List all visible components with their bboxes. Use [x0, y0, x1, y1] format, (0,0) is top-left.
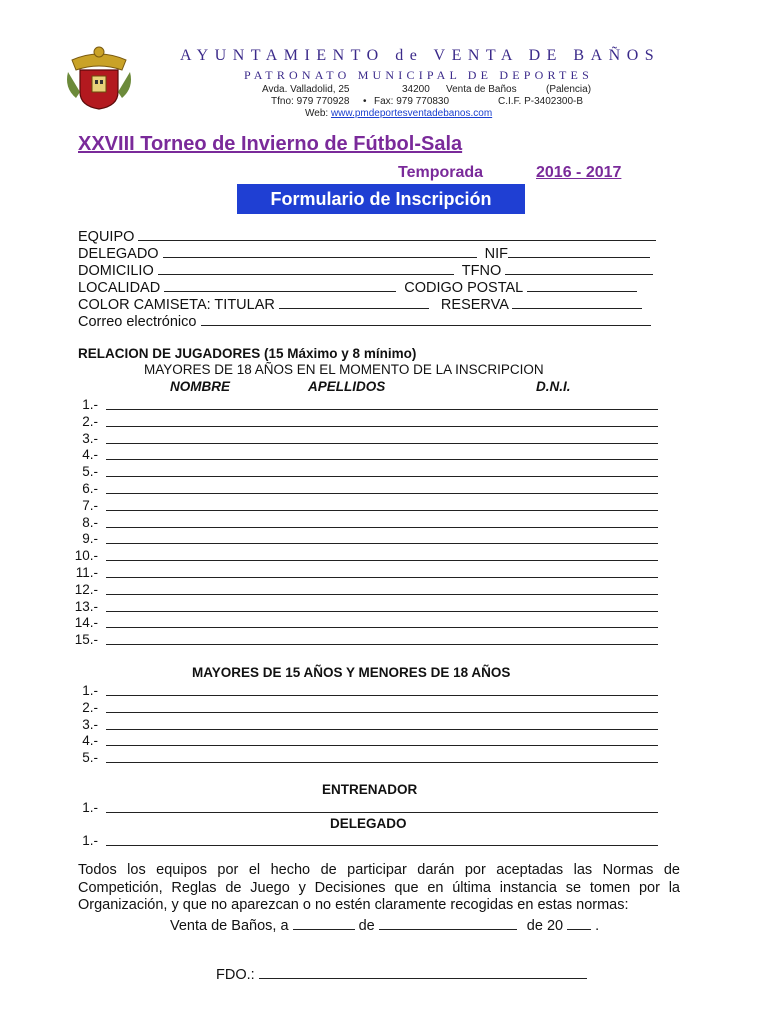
entry-line[interactable]: [106, 582, 658, 595]
list-item[interactable]: [78, 431, 660, 447]
row-number: 8.-: [82, 514, 98, 530]
field-label: CODIGO POSTAL: [404, 280, 523, 296]
row-number: 6.-: [82, 481, 98, 496]
field-localidad[interactable]: [78, 279, 637, 296]
address: Avda. Valladolid, 25: [262, 84, 350, 95]
list-item[interactable]: [78, 531, 660, 547]
entry-line[interactable]: [106, 750, 658, 763]
field-label: NIF: [484, 246, 509, 262]
date-dot: .: [595, 918, 600, 934]
players-subheading: MAYORES DE 18 AÑOS EN EL MOMENTO DE LA INSCRIPCION: [144, 362, 544, 377]
row-number: 15.-: [74, 632, 98, 648]
date-line[interactable]: [170, 917, 599, 934]
town: Venta de Baños: [446, 84, 517, 95]
row-number: 13.-: [74, 598, 98, 614]
col-apellidos: APELLIDOS: [308, 379, 386, 394]
list-item[interactable]: [74, 548, 660, 564]
row-number: 4.-: [82, 447, 98, 463]
col-dni: D.N.I.: [536, 379, 571, 394]
list-item[interactable]: [78, 700, 660, 716]
signature-label: FDO.:: [216, 967, 255, 983]
fax: Fax: 979 770830: [374, 96, 450, 107]
field-label: LOCALIDAD: [78, 280, 161, 296]
entry-line[interactable]: [106, 515, 658, 528]
row-number: 1.-: [82, 397, 98, 412]
entry-line[interactable]: [106, 833, 658, 846]
date-place: Venta de Baños, a: [170, 918, 289, 934]
entry-line[interactable]: [106, 632, 658, 645]
list-item[interactable]: [75, 565, 660, 581]
bullet: •: [363, 96, 367, 107]
list-item[interactable]: [78, 397, 660, 413]
list-item[interactable]: [78, 833, 660, 849]
field-label: TFNO: [461, 263, 502, 279]
entry-line[interactable]: [106, 397, 658, 410]
list-item[interactable]: [78, 683, 660, 699]
field-color[interactable]: [78, 296, 642, 313]
entry-line[interactable]: [106, 599, 658, 612]
row-number: 12.-: [74, 581, 98, 597]
row-number: 3.-: [82, 430, 98, 446]
page-title: XXVIII Torneo de Invierno de Fútbol-Sala: [78, 133, 463, 155]
terms-paragraph: Todos los equipos por el hecho de participar darán por aceptadas las Normas de Competición, Reglas de Juego y Decisiones que en última instancia se tomen por la Organización, y que no aparezcan o no estén claramente recogidas en estas normas:: [78, 862, 680, 913]
field-label: EQUIPO: [78, 229, 135, 245]
field-label: DOMICILIO: [78, 263, 154, 279]
list-item[interactable]: [74, 581, 660, 598]
entry-line[interactable]: [106, 431, 658, 444]
municipality-name: AYUNTAMIENTO de VENTA DE BAÑOS: [180, 47, 661, 64]
season-value: 2016 - 2017: [536, 164, 622, 181]
row-number: 1.-: [82, 683, 98, 698]
col-nombre: NOMBRE: [170, 379, 230, 394]
field-label: Correo electrónico: [78, 314, 197, 330]
entry-line[interactable]: [106, 683, 658, 696]
postal-code: 34200: [402, 84, 430, 95]
list-item[interactable]: [78, 515, 660, 531]
field-delegado[interactable]: [78, 245, 650, 262]
row-number: 2.-: [82, 699, 98, 715]
row-number: 11.-: [75, 565, 98, 580]
entry-line[interactable]: [106, 481, 658, 494]
entry-line[interactable]: [106, 615, 658, 628]
list-item[interactable]: [78, 717, 660, 733]
list-item[interactable]: [74, 632, 660, 648]
field-label: DELEGADO: [78, 246, 159, 262]
row-number: 5.-: [82, 750, 98, 766]
phone: Tfno: 979 770928: [271, 96, 350, 107]
web-link[interactable]: www.pmdeportesventadebanos.com: [330, 108, 493, 119]
field-correo[interactable]: [78, 313, 651, 330]
field-domicilio[interactable]: [78, 262, 653, 279]
list-item[interactable]: [78, 481, 660, 497]
date-de-year: de 20: [526, 918, 564, 934]
entry-line[interactable]: [106, 447, 658, 460]
list-item[interactable]: [78, 464, 660, 480]
entry-line[interactable]: [106, 464, 658, 477]
sports-board-name: PATRONATO MUNICIPAL DE DEPORTES: [244, 68, 593, 82]
cif: C.I.F. P-3402300-B: [498, 96, 584, 107]
list-item[interactable]: [78, 750, 660, 766]
list-item[interactable]: [78, 498, 660, 514]
players-heading: RELACION DE JUGADORES (15 Máximo y 8 mínimo): [78, 346, 417, 361]
entry-line[interactable]: [106, 548, 658, 561]
list-item[interactable]: [78, 414, 660, 430]
row-number: 7.-: [82, 497, 98, 513]
entry-line[interactable]: [106, 717, 658, 730]
row-number: 5.-: [82, 464, 98, 480]
field-label: RESERVA: [440, 297, 509, 313]
entry-line[interactable]: [106, 700, 658, 713]
season-label: Temporada: [398, 164, 484, 181]
row-number: 3.-: [82, 716, 98, 732]
list-item[interactable]: [74, 615, 660, 631]
row-number: 14.-: [74, 615, 98, 631]
row-number: 1.-: [82, 833, 98, 848]
row-number: 10.-: [74, 548, 98, 564]
entry-line[interactable]: [106, 800, 658, 813]
juniors-heading: MAYORES DE 15 AÑOS Y MENORES DE 18 AÑOS: [192, 665, 511, 680]
list-item[interactable]: [74, 598, 660, 615]
entry-line[interactable]: [106, 733, 658, 746]
field-label: COLOR CAMISETA: TITULAR: [78, 297, 275, 313]
entry-line[interactable]: [106, 531, 658, 544]
row-number: 1.-: [82, 800, 98, 815]
province: (Palencia): [546, 84, 592, 95]
signature-line[interactable]: [216, 966, 587, 983]
date-de: de: [358, 918, 375, 934]
list-item[interactable]: [78, 800, 660, 816]
entry-line[interactable]: [106, 414, 658, 427]
delegate-heading: DELEGADO: [330, 816, 407, 831]
field-equipo[interactable]: [78, 228, 656, 245]
row-number: 9.-: [82, 531, 98, 547]
row-number: 4.-: [82, 733, 98, 749]
web-line: [305, 108, 492, 119]
list-item[interactable]: [78, 447, 660, 463]
entry-line[interactable]: [106, 565, 658, 578]
coach-heading: ENTRENADOR: [322, 782, 418, 797]
entry-line[interactable]: [106, 498, 658, 511]
list-item[interactable]: [78, 733, 660, 749]
web-label: Web:: [305, 108, 329, 119]
row-number: 2.-: [82, 413, 98, 429]
coat-of-arms-icon: [62, 40, 136, 110]
form-banner: Formulario de Inscripción: [237, 184, 525, 214]
